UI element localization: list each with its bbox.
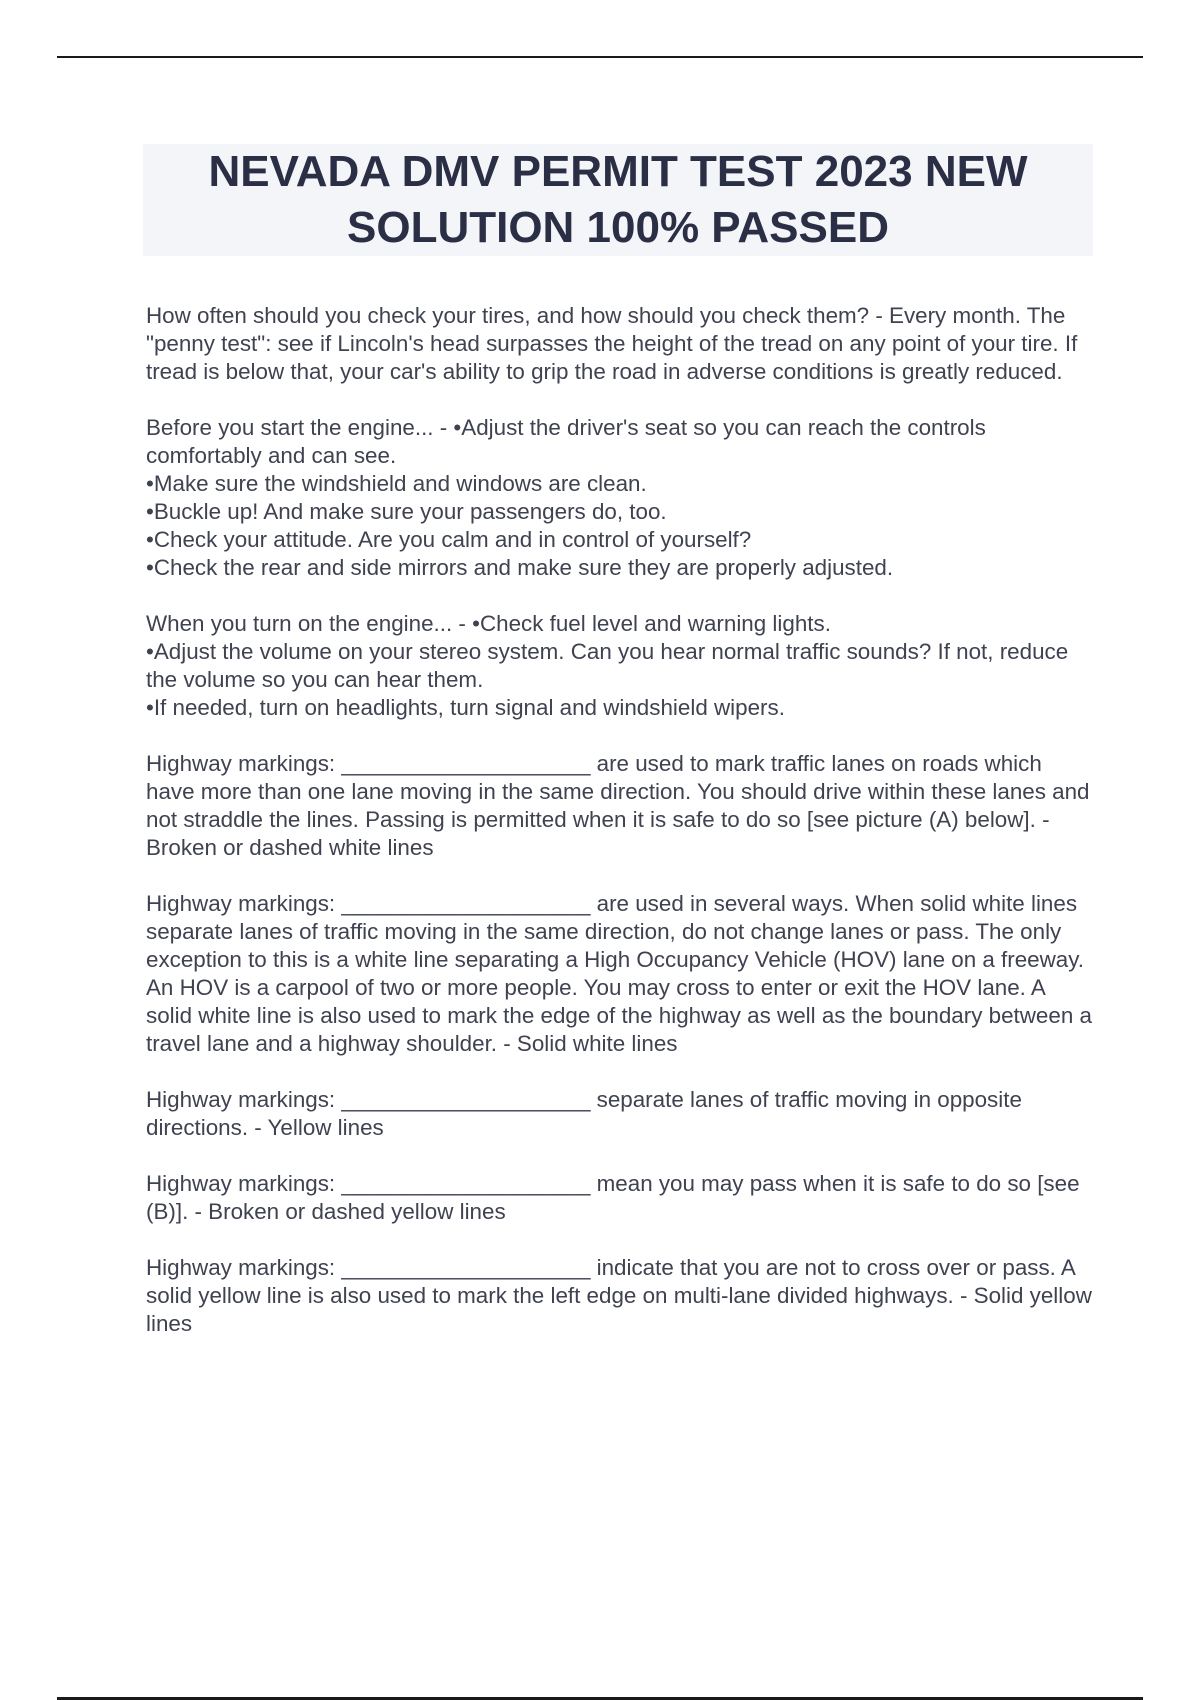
qa-text: Highway markings: ____________________ are used in several ways. When solid white lines separate lanes of traffic moving in the same direction, do not change lanes or pass. The only exception to this is a white line separating a High Occupancy Vehicle (HOV) lane on a freeway. An HOV is a carpool of two or more people. You may cross to enter or exit the HOV lane. A solid white line is also used to mark the edge of the highway as well as the boundary between a travel lane and a highway shoulder. - Solid white lines — [146, 891, 1092, 1056]
qa-item — [146, 302, 1092, 386]
qa-item — [146, 1086, 1092, 1142]
qa-item — [146, 1170, 1092, 1226]
qa-text: When you turn on the engine... - •Check fuel level and warning lights. — [146, 611, 831, 636]
qa-bullet: •If needed, turn on headlights, turn signal and windshield wipers. — [146, 695, 785, 720]
qa-bullet: •Buckle up! And make sure your passengers do, too. — [146, 499, 667, 524]
qa-item — [146, 890, 1092, 1058]
qa-text: Highway markings: ____________________ indicate that you are not to cross over or pass. A solid yellow line is also used to mark the left edge on multi-lane divided highways. - Solid yellow lines — [146, 1255, 1092, 1336]
qa-item — [146, 610, 1092, 722]
qa-text: Highway markings: ____________________ are used to mark traffic lanes on roads which have more than one lane moving in the same direction. You should drive within these lanes and not straddle the lines. Passing is permitted when it is safe to do so [see picture (A) below]. - Broken or dashed white lines — [146, 751, 1090, 860]
qa-text: How often should you check your tires, and how should you check them? - Every month. The "penny test": see if Lincoln's head surpasses the height of the tread on any point of your tire. If tread is below that, your car's ability to grip the road in adverse conditions is greatly reduced. — [146, 303, 1078, 384]
qa-bullet: •Adjust the volume on your stereo system. Can you hear normal traffic sounds? If not, reduce the volume so you can hear them. — [146, 639, 1069, 692]
document-body — [146, 302, 1092, 1366]
qa-bullet: •Check the rear and side mirrors and make sure they are properly adjusted. — [146, 555, 894, 580]
qa-text: Before you start the engine... - •Adjust the driver's seat so you can reach the controls comfortably and can see. — [146, 415, 986, 468]
qa-item — [146, 750, 1092, 862]
qa-item — [146, 414, 1092, 582]
top-divider — [57, 56, 1143, 58]
qa-text: Highway markings: ____________________ mean you may pass when it is safe to do so [see (B)]. - Broken or dashed yellow lines — [146, 1171, 1080, 1224]
document-title: NEVADA DMV PERMIT TEST 2023 NEW SOLUTION 100% PASSED — [208, 147, 1028, 252]
qa-bullet: •Check your attitude. Are you calm and in control of yourself? — [146, 527, 752, 552]
qa-bullet: •Make sure the windshield and windows are clean. — [146, 471, 647, 496]
qa-text: Highway markings: ____________________ separate lanes of traffic moving in opposite directions. - Yellow lines — [146, 1087, 1022, 1140]
qa-item — [146, 1254, 1092, 1338]
title-banner — [143, 144, 1093, 256]
